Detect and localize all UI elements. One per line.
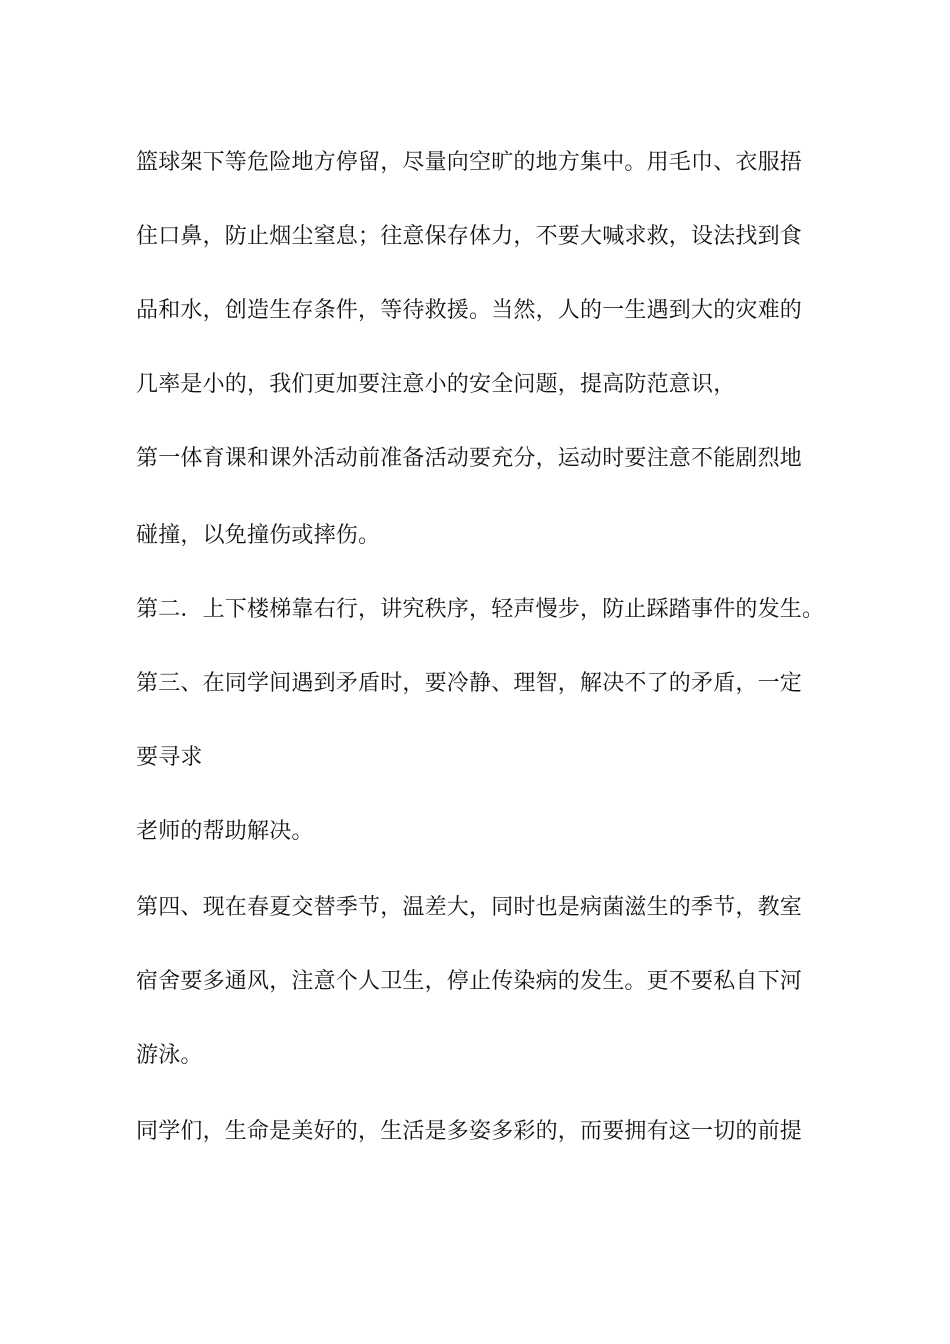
text-line-1: 篮球架下等危险地方停留，尽量向空旷的地方集中。用毛巾、衣服捂 [136,150,803,175]
text-line-5: 第一体育课和课外活动前准备活动要充分，运动时要注意不能剧烈地 [136,446,803,471]
text-line-6: 碰撞，以免撞伤或摔伤。 [136,523,381,548]
text-line-13: 游泳。 [136,1043,203,1068]
text-line-3: 品和水，创造生存条件，等待救援。当然，人的一生遇到大的灾难的 [136,298,803,323]
text-line-9: 要寻求 [136,745,203,770]
text-line-2: 住口鼻，防止烟尘窒息；往意保存体力，不要大喊求救，设法找到食 [136,224,803,249]
text-line-8: 第三、在同学间遇到矛盾时，要冷静、理智，解决不了的矛盾，一定 [136,671,803,696]
text-line-14: 同学们，生命是美好的，生活是多姿多彩的，而要拥有这一切的前提 [136,1119,803,1144]
text-line-4: 几率是小的，我们更加要注意小的安全问题，提高防范意识， [136,372,736,397]
text-line-12: 宿舍要多通风，注意个人卫生，停止传染病的发生。更不要私自下河 [136,969,803,994]
text-line-11: 第四、现在春夏交替季节，温差大，同时也是病菌滋生的季节，教室 [136,895,803,920]
text-line-7: 第二．上下楼梯靠右行，讲究秩序，轻声慢步，防止踩踏事件的发生。 [136,597,825,622]
text-line-10: 老师的帮助解决。 [136,819,314,844]
